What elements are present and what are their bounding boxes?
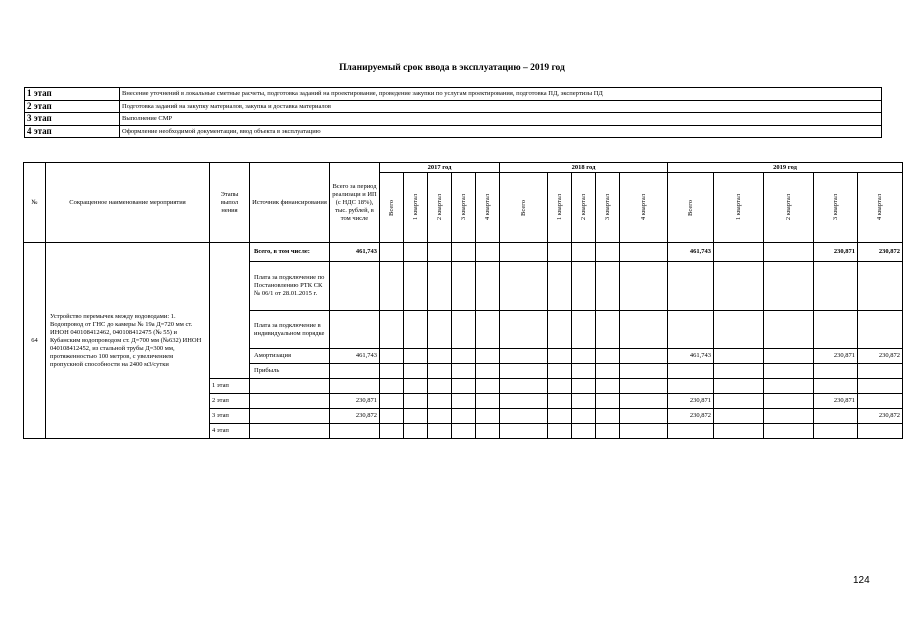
- cell: [620, 364, 668, 379]
- legend-stage: 2 этап: [25, 100, 120, 113]
- cell: [476, 364, 500, 379]
- legend-text: Оформление необходимой документации, ввод объекта в эксплуатацию: [120, 125, 882, 138]
- cell-2019-q1: [714, 349, 764, 364]
- cell: [548, 364, 572, 379]
- subcol-label: 2 квартал: [435, 194, 443, 221]
- cell: [596, 349, 620, 364]
- legend-text: Подготовка заданий на закупку материалов, закупка и доставка материалов: [120, 100, 882, 113]
- col-2018-q2: [572, 173, 596, 243]
- cell: [572, 311, 596, 349]
- cell: [596, 311, 620, 349]
- subcol-label: Всего: [519, 199, 527, 216]
- cell: [620, 379, 668, 394]
- cell: [596, 364, 620, 379]
- cell: [596, 424, 620, 439]
- cell: [500, 424, 548, 439]
- page-number: 124: [853, 575, 870, 586]
- cell: [452, 394, 476, 409]
- cell-2019-q4: [858, 364, 903, 379]
- cell: [452, 409, 476, 424]
- cell-2019-q1: [714, 379, 764, 394]
- cell: [404, 262, 428, 311]
- cell: [572, 409, 596, 424]
- cell: [476, 379, 500, 394]
- col-stages: Этапы выпол нения: [210, 163, 250, 243]
- cell-total: [330, 311, 380, 349]
- cell-2019-q2: [764, 409, 814, 424]
- cell-2019-q1: [714, 262, 764, 311]
- cell: [500, 364, 548, 379]
- cell-total: 230,872: [330, 409, 380, 424]
- investment-table: [23, 162, 903, 439]
- cell: [620, 394, 668, 409]
- cell: [572, 349, 596, 364]
- cell: [452, 262, 476, 311]
- cell: [476, 349, 500, 364]
- cell-2019-q2: [764, 379, 814, 394]
- cell: [620, 311, 668, 349]
- cell: [548, 409, 572, 424]
- cell: [572, 394, 596, 409]
- cell-total: [330, 424, 380, 439]
- cell-2019-q4: [858, 424, 903, 439]
- cell-2019-q3: [814, 262, 858, 311]
- cell: [380, 409, 404, 424]
- cell: [428, 243, 452, 262]
- cell: [596, 394, 620, 409]
- cell: [548, 311, 572, 349]
- cell: [572, 424, 596, 439]
- cell: [428, 379, 452, 394]
- source-label: Всего, в том числе:: [250, 243, 330, 262]
- cell: [476, 424, 500, 439]
- source-label: Плата за подключение в индивидуальном порядке: [250, 311, 330, 349]
- cell-2019-q4: 230,872: [858, 409, 903, 424]
- col-2019-q1: [714, 173, 764, 243]
- source-label: Прибыль: [250, 364, 330, 379]
- cell-2019-q2: [764, 349, 814, 364]
- cell-total: [330, 379, 380, 394]
- table-header: [24, 163, 903, 243]
- col-2018-q3: [596, 173, 620, 243]
- col-2017-q2: [428, 173, 452, 243]
- cell: [548, 243, 572, 262]
- cell: [428, 311, 452, 349]
- legend-row: [25, 100, 882, 113]
- cell: [452, 349, 476, 364]
- subcol-label: Всего: [387, 199, 395, 216]
- cell: [428, 409, 452, 424]
- cell: [500, 262, 548, 311]
- cell: [572, 364, 596, 379]
- cell: [380, 379, 404, 394]
- cell: [428, 262, 452, 311]
- subcol-label: 4 квартал: [483, 194, 491, 221]
- cell-2019-total: [668, 379, 714, 394]
- cell-2019-total: [668, 364, 714, 379]
- cell: [404, 379, 428, 394]
- col-2017-q3: [452, 173, 476, 243]
- legend-row: [25, 113, 882, 126]
- cell: [476, 394, 500, 409]
- cell: [428, 424, 452, 439]
- cell: [404, 364, 428, 379]
- cell: [500, 394, 548, 409]
- col-year-2017: 2017 год: [380, 163, 500, 173]
- cell: [380, 311, 404, 349]
- cell-2019-total: [668, 424, 714, 439]
- cell: [596, 409, 620, 424]
- table-body: [24, 243, 903, 439]
- subcol-label: Всего: [686, 199, 694, 216]
- cell-2019-q2: [764, 394, 814, 409]
- stage-label: 1 этап: [210, 379, 250, 394]
- cell: [452, 364, 476, 379]
- col-name: Сокращенное наименование мероприятия: [46, 163, 210, 243]
- subcol-label: 1 квартал: [555, 194, 563, 221]
- col-2019-q4: [858, 173, 903, 243]
- cell: [452, 424, 476, 439]
- col-source: Источник финансирования: [250, 163, 330, 243]
- cell-2019-q3: [814, 311, 858, 349]
- cell: [500, 311, 548, 349]
- cell: [380, 424, 404, 439]
- cell: [548, 379, 572, 394]
- subcol-label: 1 квартал: [411, 194, 419, 221]
- cell-2019-q1: [714, 409, 764, 424]
- cell: [250, 379, 330, 394]
- cell: [548, 394, 572, 409]
- stages-legend-table: [24, 87, 882, 138]
- cell-total: 461,743: [330, 349, 380, 364]
- subcol-label: 2 квартал: [784, 194, 792, 221]
- cell: [596, 262, 620, 311]
- legend-row: [25, 88, 882, 101]
- legend-stage: 4 этап: [25, 125, 120, 138]
- cell: [476, 262, 500, 311]
- legend-row: [25, 125, 882, 138]
- legend-body: [25, 88, 882, 138]
- cell: [250, 424, 330, 439]
- cell: [476, 243, 500, 262]
- cell-2019-q2: [764, 243, 814, 262]
- legend-text: Выполнение СМР: [120, 113, 882, 126]
- cell-2019-q3: 230,871: [814, 394, 858, 409]
- cell: [500, 409, 548, 424]
- cell: [572, 379, 596, 394]
- subcol-label: 1 квартал: [734, 194, 742, 221]
- cell: [476, 409, 500, 424]
- col-year-2019: 2019 год: [668, 163, 903, 173]
- source-label: Плата за подключение по Постановлению РТК СК № 06/1 от 28.01.2015 г.: [250, 262, 330, 311]
- cell-2019-q2: [764, 424, 814, 439]
- cell-2019-q3: 230,871: [814, 349, 858, 364]
- cell: [428, 364, 452, 379]
- col-2018-q1: [548, 173, 572, 243]
- row-stage-empty: [210, 243, 250, 379]
- cell: [380, 349, 404, 364]
- legend-stage: 1 этап: [25, 88, 120, 101]
- cell: [404, 409, 428, 424]
- col-2017-q4: [476, 173, 500, 243]
- legend-stage: 3 этап: [25, 113, 120, 126]
- cell: [380, 364, 404, 379]
- cell-2019-total: [668, 311, 714, 349]
- cell: [620, 409, 668, 424]
- subcol-label: 3 квартал: [603, 194, 611, 221]
- cell-2019-q2: [764, 311, 814, 349]
- cell-2019-q1: [714, 394, 764, 409]
- cell: [548, 349, 572, 364]
- cell-2019-q4: 230,872: [858, 243, 903, 262]
- table-row: [24, 243, 903, 262]
- cell: [404, 424, 428, 439]
- cell-2019-q1: [714, 424, 764, 439]
- cell: [404, 243, 428, 262]
- col-num: №: [24, 163, 46, 243]
- cell: [452, 243, 476, 262]
- cell: [596, 243, 620, 262]
- cell-total: 461,743: [330, 243, 380, 262]
- cell-2019-total: 230,872: [668, 409, 714, 424]
- cell-2019-q1: [714, 364, 764, 379]
- cell-2019-q2: [764, 262, 814, 311]
- cell: [476, 311, 500, 349]
- cell-2019-q3: [814, 409, 858, 424]
- cell-2019-q3: [814, 364, 858, 379]
- source-label: Амортизация: [250, 349, 330, 364]
- subcol-label: 4 квартал: [876, 194, 884, 221]
- cell: [548, 424, 572, 439]
- cell: [548, 262, 572, 311]
- col-2018-total: [500, 173, 548, 243]
- col-total: Всего за период реализаци и ИП (с НДС 18%), тыс. рублей, в том числе: [330, 163, 380, 243]
- col-2019-q3: [814, 173, 858, 243]
- cell: [452, 379, 476, 394]
- cell-2019-total: [668, 262, 714, 311]
- legend-text: Внесение уточнений в локальные сметные расчеты, подготовка заданий на проектирование, проведение закупки по услугам проектирования, подготовка ПД, экспертизы ПД: [120, 88, 882, 101]
- cell: [620, 262, 668, 311]
- cell-2019-q4: 230,872: [858, 349, 903, 364]
- cell-2019-q4: [858, 262, 903, 311]
- cell: [380, 394, 404, 409]
- subcol-label: 3 квартал: [459, 194, 467, 221]
- cell: [428, 394, 452, 409]
- col-2019-q2: [764, 173, 814, 243]
- cell-2019-total: 230,871: [668, 394, 714, 409]
- cell-2019-q3: [814, 379, 858, 394]
- cell-2019-q1: [714, 243, 764, 262]
- cell: [620, 424, 668, 439]
- cell: [250, 394, 330, 409]
- cell-total: [330, 364, 380, 379]
- stage-label: 4 этап: [210, 424, 250, 439]
- cell: [500, 243, 548, 262]
- cell: [452, 311, 476, 349]
- stage-label: 3 этап: [210, 409, 250, 424]
- cell: [380, 262, 404, 311]
- subcol-label: 4 квартал: [639, 194, 647, 221]
- cell: [380, 243, 404, 262]
- cell-2019-q1: [714, 311, 764, 349]
- cell-2019-q3: [814, 424, 858, 439]
- cell: [500, 379, 548, 394]
- row-name: Устройство перемычек между водоводами: 1. Водопровод от ГНС до камеры № 19а Д=720 мм ст. ИНОН 040108412462, 040108412475 (№ 55) и Кубанским водопроводом ст. Д=700 мм (№632) ИНОН 040108412452, из стальной трубы Д=300 мм, протяженностью 100 метров, с увеличением пропускной способности на 2400 м3/сутки: [46, 243, 210, 439]
- cell: [428, 349, 452, 364]
- cell-2019-q4: [858, 379, 903, 394]
- col-2018-q4: [620, 173, 668, 243]
- cell-total: [330, 262, 380, 311]
- col-2017-total: [380, 173, 404, 243]
- cell: [500, 349, 548, 364]
- cell-2019-total: 461,743: [668, 349, 714, 364]
- cell-2019-q4: [858, 394, 903, 409]
- cell: [620, 349, 668, 364]
- cell: [250, 409, 330, 424]
- cell: [620, 243, 668, 262]
- subcol-label: 3 квартал: [831, 194, 839, 221]
- cell: [404, 349, 428, 364]
- cell: [404, 394, 428, 409]
- cell: [404, 311, 428, 349]
- cell-2019-q4: [858, 311, 903, 349]
- header-row-years: [24, 163, 903, 173]
- subcol-label: 2 квартал: [579, 194, 587, 221]
- cell-2019-q3: 230,871: [814, 243, 858, 262]
- cell-total: 230,871: [330, 394, 380, 409]
- stage-label: 2 этап: [210, 394, 250, 409]
- row-num: 64: [24, 243, 46, 439]
- cell: [572, 243, 596, 262]
- cell-2019-q2: [764, 364, 814, 379]
- cell-2019-total: 461,743: [668, 243, 714, 262]
- col-2019-total: [668, 173, 714, 243]
- cell: [572, 262, 596, 311]
- cell: [596, 379, 620, 394]
- col-2017-q1: [404, 173, 428, 243]
- page-title: Планируемый срок ввода в эксплуатацию – 2019 год: [339, 63, 565, 73]
- col-year-2018: 2018 год: [500, 163, 668, 173]
